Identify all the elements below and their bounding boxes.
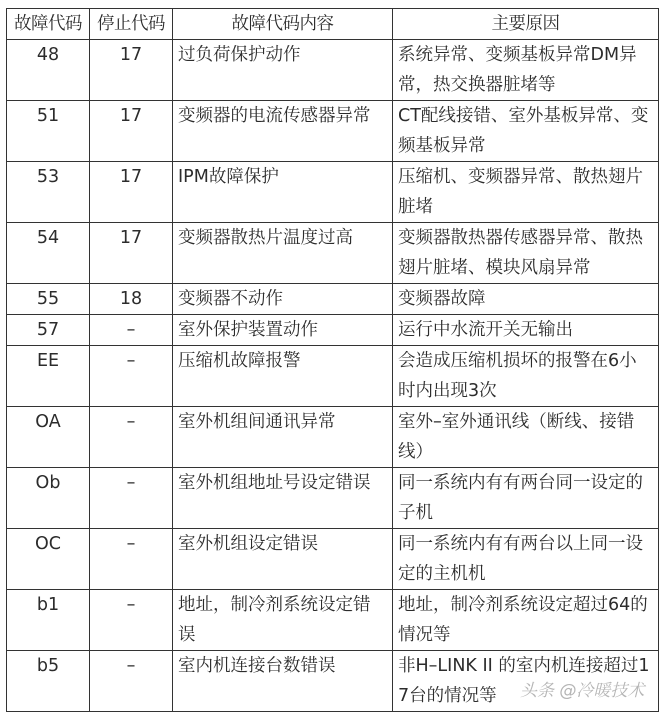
stop-code-cell: 17	[90, 162, 173, 223]
fault-code-cell: OC	[7, 529, 90, 590]
table-row	[7, 223, 659, 284]
header-main-cause: 主要原因	[393, 9, 659, 40]
stop-code-cell: –	[90, 590, 173, 651]
cause-cell: 变频器故障	[393, 284, 659, 315]
table-row	[7, 101, 659, 162]
description-cell: 变频器散热片温度过高	[173, 223, 393, 284]
header-stop-code: 停止代码	[90, 9, 173, 40]
fault-code-cell: EE	[7, 346, 90, 407]
table-row	[7, 284, 659, 315]
fault-code-cell: 55	[7, 284, 90, 315]
cause-cell: 变频器散热器传感器异常、散热翅片脏堵、模块风扇异常	[393, 223, 659, 284]
header-row	[7, 9, 659, 40]
stop-code-cell: 18	[90, 284, 173, 315]
stop-code-cell: 17	[90, 101, 173, 162]
cause-cell: 非H–LINK II 的室内机连接超过17台的情况等	[393, 651, 659, 712]
stop-code-cell: 17	[90, 40, 173, 101]
stop-code-cell: –	[90, 529, 173, 590]
stop-code-cell: –	[90, 315, 173, 346]
table-row	[7, 529, 659, 590]
description-cell: 室外机组间通讯异常	[173, 407, 393, 468]
table-row	[7, 651, 659, 712]
description-cell: 室外机组地址号设定错误	[173, 468, 393, 529]
description-cell: 变频器不动作	[173, 284, 393, 315]
table-row	[7, 407, 659, 468]
table-row	[7, 40, 659, 101]
cause-cell: 系统异常、变频基板异常DM异常，热交换器脏堵等	[393, 40, 659, 101]
fault-code-cell: 48	[7, 40, 90, 101]
stop-code-cell: –	[90, 651, 173, 712]
fault-code-cell: b1	[7, 590, 90, 651]
table-row	[7, 346, 659, 407]
cause-cell: CT配线接错、室外基板异常、变频基板异常	[393, 101, 659, 162]
cause-cell: 运行中水流开关无输出	[393, 315, 659, 346]
stop-code-cell: –	[90, 346, 173, 407]
table-row	[7, 468, 659, 529]
table-row	[7, 590, 659, 651]
cause-cell: 会造成压缩机损坏的报警在6小时内出现3次	[393, 346, 659, 407]
cause-cell: 同一系统内有有两台以上同一设定的主机机	[393, 529, 659, 590]
fault-code-cell: 54	[7, 223, 90, 284]
description-cell: 压缩机故障报警	[173, 346, 393, 407]
stop-code-cell: –	[90, 407, 173, 468]
description-cell: 变频器的电流传感器异常	[173, 101, 393, 162]
fault-code-cell: 53	[7, 162, 90, 223]
cause-cell: 地址，制冷剂系统设定超过64的情况等	[393, 590, 659, 651]
fault-code-cell: Ob	[7, 468, 90, 529]
description-cell: IPM故障保护	[173, 162, 393, 223]
fault-code-cell: 51	[7, 101, 90, 162]
description-cell: 过负荷保护动作	[173, 40, 393, 101]
description-cell: 室内机连接台数错误	[173, 651, 393, 712]
stop-code-cell: –	[90, 468, 173, 529]
table-row	[7, 315, 659, 346]
description-cell: 室外保护装置动作	[173, 315, 393, 346]
cause-cell: 压缩机、变频器异常、散热翅片脏堵	[393, 162, 659, 223]
fault-code-table	[6, 8, 659, 712]
fault-code-cell: b5	[7, 651, 90, 712]
fault-code-cell: 57	[7, 315, 90, 346]
stop-code-cell: 17	[90, 223, 173, 284]
header-fault-code: 故障代码	[7, 9, 90, 40]
fault-code-cell: OA	[7, 407, 90, 468]
watermark: 头条 @冷暖技术	[520, 681, 645, 701]
description-cell: 地址，制冷剂系统设定错误	[173, 590, 393, 651]
header-fault-description: 故障代码内容	[173, 9, 393, 40]
cause-cell: 同一系统内有有两台同一设定的子机	[393, 468, 659, 529]
cause-cell: 室外–室外通讯线（断线、接错线）	[393, 407, 659, 468]
description-cell: 室外机组设定错误	[173, 529, 393, 590]
table-row	[7, 162, 659, 223]
